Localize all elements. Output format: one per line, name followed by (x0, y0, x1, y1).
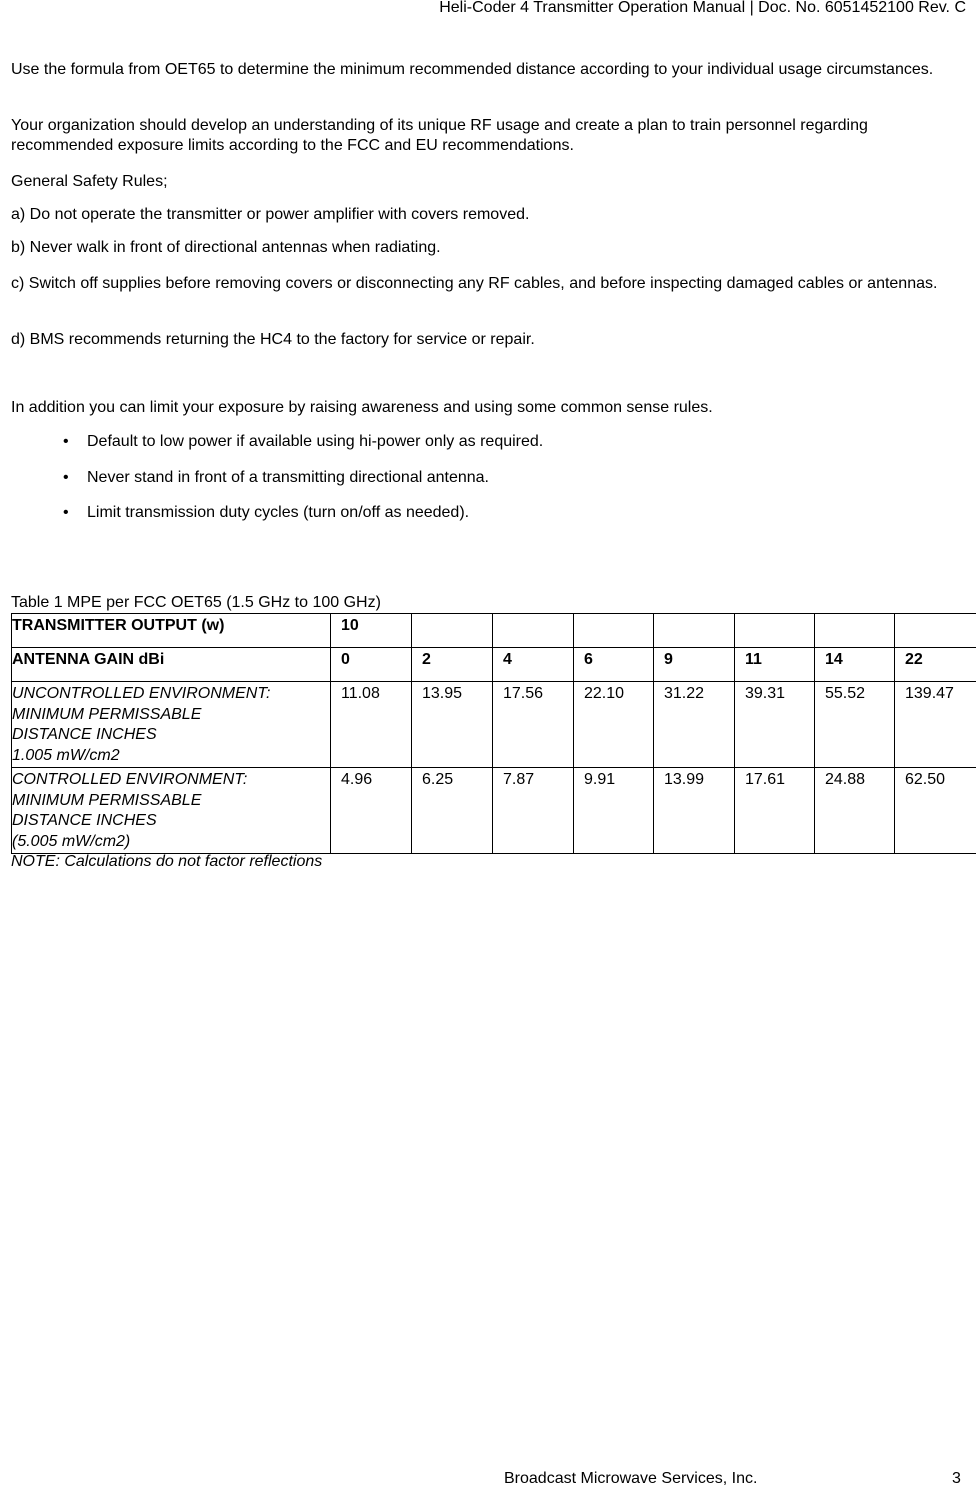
table-cell: 9.91 (574, 768, 654, 854)
label-line: CONTROLLED ENVIRONMENT: (12, 770, 330, 791)
label-line: MINIMUM PERMISSABLE (12, 705, 330, 726)
table-row (12, 682, 976, 768)
table-cell: 11 (735, 648, 815, 682)
table-cell: 13.95 (412, 682, 493, 768)
list-item-text: Never stand in front of a transmitting directional antenna. (87, 468, 489, 488)
table-cell: 62.50 (895, 768, 976, 854)
table-note: NOTE: Calculations do not factor reflections (11, 852, 322, 872)
paragraph-organization: Your organization should develop an understanding of its unique RF usage and create a plan to train personnel regarding recommended exposure limits according to the FCC and EU recommendations. (11, 116, 969, 156)
table-row-label (12, 682, 331, 768)
table-cell: 14 (815, 648, 895, 682)
table-cell: 22 (895, 648, 976, 682)
table-cell: 6 (574, 648, 654, 682)
table-row (12, 614, 976, 648)
table-cell (654, 614, 735, 648)
table-cell: 17.56 (493, 682, 574, 768)
label-line: (5.005 mW/cm2) (12, 832, 330, 853)
table-cell: 39.31 (735, 682, 815, 768)
safety-rule-b: b) Never walk in front of directional antennas when radiating. (11, 238, 969, 258)
label-line: 1.005 mW/cm2 (12, 746, 330, 767)
mpe-table (11, 613, 976, 854)
safety-rule-c: c) Switch off supplies before removing covers or disconnecting any RF cables, and before inspecting damaged cables or antennas. (11, 274, 969, 294)
table-cell: 4.96 (331, 768, 412, 854)
bullet-icon: • (63, 503, 69, 523)
safety-rule-a: a) Do not operate the transmitter or power amplifier with covers removed. (11, 205, 969, 225)
paragraph-safety-rules-heading: General Safety Rules; (11, 172, 969, 192)
label-line: DISTANCE INCHES (12, 811, 330, 832)
safety-rule-d: d) BMS recommends returning the HC4 to the factory for service or repair. (11, 330, 969, 350)
footer-company: Broadcast Microwave Services, Inc. (504, 1469, 757, 1489)
table-cell: 13.99 (654, 768, 735, 854)
list-item-text: Limit transmission duty cycles (turn on/off as needed). (87, 503, 469, 523)
table-cell (815, 614, 895, 648)
paragraph-exposure-intro: In addition you can limit your exposure by raising awareness and using some common sense rules. (11, 398, 969, 418)
table-row-label: ANTENNA GAIN dBi (12, 648, 331, 682)
table-cell: 24.88 (815, 768, 895, 854)
page-header: Heli-Coder 4 Transmitter Operation Manual | Doc. No. 6051452100 Rev. C (439, 0, 966, 18)
table-cell: 2 (412, 648, 493, 682)
table-cell: 22.10 (574, 682, 654, 768)
table-cell: 6.25 (412, 768, 493, 854)
exposure-rules-list (11, 432, 911, 539)
list-item (11, 503, 911, 539)
table-cell (895, 614, 976, 648)
table-cell (493, 614, 574, 648)
table-cell (574, 614, 654, 648)
table-cell (735, 614, 815, 648)
table-cell: 4 (493, 648, 574, 682)
table-row-label: TRANSMITTER OUTPUT (w) (12, 614, 331, 648)
table-cell: 17.61 (735, 768, 815, 854)
table-cell: 9 (654, 648, 735, 682)
table-row (12, 648, 976, 682)
paragraph-formula: Use the formula from OET65 to determine the minimum recommended distance according to your individual usage circumstances. (11, 60, 969, 80)
label-line: UNCONTROLLED ENVIRONMENT: (12, 684, 330, 705)
table-row (12, 768, 976, 854)
table-caption: Table 1 MPE per FCC OET65 (1.5 GHz to 100 GHz) (11, 593, 381, 613)
label-line: MINIMUM PERMISSABLE (12, 791, 330, 812)
bullet-icon: • (63, 468, 69, 488)
table-cell: 55.52 (815, 682, 895, 768)
table-cell: 0 (331, 648, 412, 682)
table-cell: 139.47 (895, 682, 976, 768)
table-row-label (12, 768, 331, 854)
table-cell: 11.08 (331, 682, 412, 768)
label-line: DISTANCE INCHES (12, 725, 330, 746)
list-item-text: Default to low power if available using hi-power only as required. (87, 432, 543, 452)
table-cell (412, 614, 493, 648)
table-cell: 31.22 (654, 682, 735, 768)
table-cell: 10 (331, 614, 412, 648)
bullet-icon: • (63, 432, 69, 452)
page-number: 3 (952, 1469, 961, 1489)
list-item (11, 468, 911, 504)
table-cell: 7.87 (493, 768, 574, 854)
list-item (11, 432, 911, 468)
